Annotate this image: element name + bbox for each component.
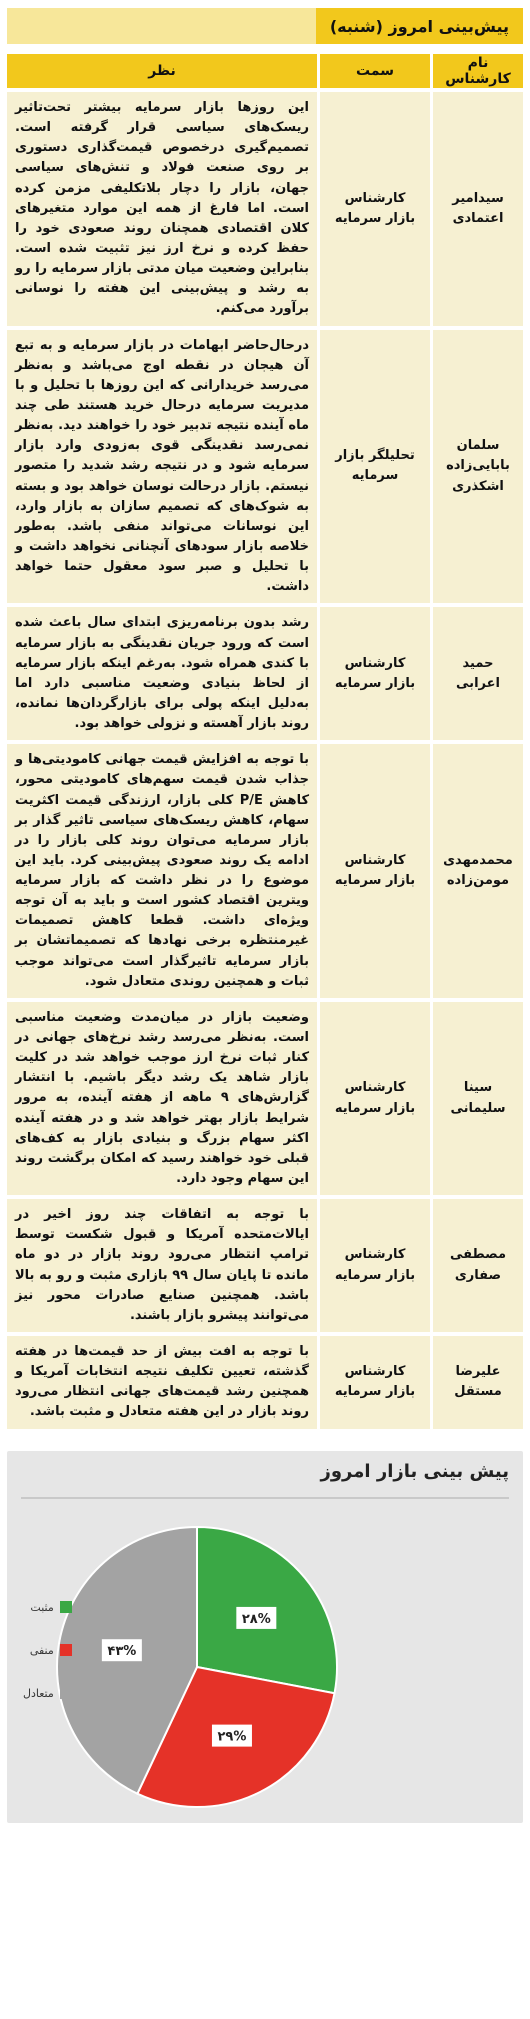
pie-label-neutral (102, 1639, 142, 1661)
expert-opinion: درحال‌حاضر ابهامات در بازار سرمایه و به تبع آن هیجان در نقطه اوج می‌باشد و به‌نظر می‌رسد خریدارانی که این روزها با تحلیل و با مدیریت سرمایه درحال خرید هستند طی چند ماه آینده نتیجه تدبیر خود را خواهند دید. به‌نظر نمی‌رسد نقدینگی قوی به‌زودی وارد بازار سرمایه شود و در نتیجه رشد شدید را متصور نیستم. بازار درحالت نوسان خواهد بود و بسته به شوک‌های که تصمیم سازان به بازار وارد، این نوسانات می‌تواند منفی باشد. به‌طور خلاصه بازار سودهای آنچنانی نخواهد داشت و با تحلیل و صبر سود معقول حتما خواهد داشت. (7, 330, 317, 604)
expert-role: کارشناس بازار سرمایه (317, 744, 430, 998)
table-row (7, 330, 523, 604)
chart-divider (21, 1497, 509, 1499)
legend-label-negative: منفی (29, 1643, 54, 1657)
forecast-chart-card (7, 1451, 523, 1823)
legend-label-neutral: متعادل (23, 1686, 54, 1700)
page-title: پیش‌بینی امروز (شنبه) (316, 8, 523, 44)
forecast-table (7, 50, 523, 1433)
legend-swatch-positive (60, 1601, 72, 1613)
table-row (7, 1336, 523, 1429)
header-opinion: نظر (7, 54, 317, 88)
pie-label-positive (236, 1606, 276, 1628)
page (7, 0, 523, 1823)
title-bar-fill (7, 8, 316, 44)
expert-opinion: با توجه به اتفاقات چند روز اخیر در ایالات‌متحده آمریکا و قبول شکست توسط ترامپ انتظار می‌رود روند بازار در دو ماه مانده تا پایان سال ۹۹ بازاری مثبت و رو به بالا باشد. همچنین صنایع صادرات محور نیز می‌توانند پیشرو بازار باشند. (7, 1199, 317, 1332)
expert-name: علیرضا مستقل (430, 1336, 523, 1429)
legend-swatch-neutral (60, 1687, 72, 1699)
pie-value-label: ۲۸% (241, 1611, 271, 1627)
chart-legend (23, 1601, 72, 1730)
pie-value-label: ۴۳% (107, 1643, 137, 1659)
legend-item-neutral (23, 1687, 72, 1700)
expert-opinion: این روزها بازار سرمایه بیشتر تحت‌تاثیر ریسک‌های سیاسی قرار گرفته است. تصمیم‌گیری درخصوص قیمت‌گذاری دستوری بر روی صنعت فولاد و تنش‌های سیاسی جهان، بازار را دچار بلاتکلیفی مزمن کرده است. اما فارغ از همه این موارد متغیرهای کلان اقتصادی همچنان روند صعودی خود را حفظ کرده و نرخ ارز نیز تثبیت شده است. بنابراین وضعیت میان مدتی بازار سرمایه را رو به رشد و پیش‌بینی این هفته را نوسانی برآورد می‌کنم. (7, 92, 317, 326)
expert-name: سلمان بابایی‌زاده اشکذری (430, 330, 523, 604)
pie-label-negative (212, 1724, 252, 1746)
table-row (7, 1199, 523, 1332)
expert-opinion: وضعیت بازار در میان‌مدت وضعیت مناسبی است. به‌نظر می‌رسد رشد نرخ‌های جهانی در کنار ثبات نرخ ارز موجب خواهد شد در کلیت بازار شاهد یک رشد دیگر باشیم. با انتشار گزارش‌های ۹ ماهه از هفته آینده، به مرور شرایط بازار بهتر خواهد شد و در هفته آینده اکثر سهام بزرگ و بنیادی بازار به کف‌های قبلی خود خواهند رسید که امکان برگشت روند این سهام وجود دارد. (7, 1002, 317, 1195)
expert-name: مصطفی صفاری (430, 1199, 523, 1332)
legend-label-positive: مثبت (30, 1600, 54, 1614)
expert-name: سیدامیر اعتمادی (430, 92, 523, 326)
table-row (7, 92, 523, 326)
expert-name: سینا سلیمانی (430, 1002, 523, 1195)
chart-title: پیش بینی بازار امروز (320, 1460, 509, 1482)
table-row (7, 1002, 523, 1195)
expert-role: کارشناس بازار سرمایه (317, 1002, 430, 1195)
header-name: نام کارشناس (430, 54, 523, 88)
expert-opinion: با توجه به افزایش قیمت جهانی کامودیتی‌ها و جذاب شدن قیمت سهم‌های کامودیتی محور، کاهش P/E کلی بازار، ارزندگی قیمت اکثریت سهام، کاهش ریسک‌های سیاسی تاثیر گذار بر بازار سرمایه می‌توان روند کلی بازار را در ادامه یک روند صعودی پیش‌بینی کرد. باید این موضوع را در نظر داشت که بازار سرمایه ویترین اقتصاد کشور است و باید به آن توجه ویژه‌ای داشت. قطعا کاهش تصمیمات غیرمنتظره برخی نهادها که تصمیماتشان بر بازار سرمایه تاثیرگذار است می‌تواند موجب ثبات و همچنین روندی متعادل شود. (7, 744, 317, 998)
expert-role: تحلیلگر بازار سرمایه (317, 330, 430, 604)
expert-name: حمید اعرابی (430, 607, 523, 740)
expert-role: کارشناس بازار سرمایه (317, 607, 430, 740)
expert-role: کارشناس بازار سرمایه (317, 92, 430, 326)
table-header-row (7, 54, 523, 88)
pie-value-label: ۲۹% (217, 1729, 247, 1745)
expert-opinion: با توجه به افت بیش از حد قیمت‌ها در هفته گذشته، تعیین تکلیف نتیجه انتخابات آمریکا و همچنین رشد قیمت‌های جهانی انتظار می‌رود روند بازار در این هفته متعادل و مثبت باشد. (7, 1336, 317, 1429)
expert-name: محمدمهدی مومن‌زاده (430, 744, 523, 998)
header-role: سمت (317, 54, 430, 88)
legend-swatch-negative (60, 1644, 72, 1656)
title-bar (7, 8, 523, 44)
pie-chart (47, 1517, 347, 1817)
expert-role: کارشناس بازار سرمایه (317, 1199, 430, 1332)
table-row (7, 607, 523, 740)
expert-opinion: رشد بدون برنامه‌ریزی ابتدای سال باعث شده است که ورود جریان نقدینگی به بازار سرمایه با کندی همراه شود. به‌رغم اینکه بازار سرمایه از لحاظ بنیادی وضعیت مناسبی دارد اما به‌دلیل اینکه پولی برای بازارگردان‌ها نمانده، روند بازار آهسته و نزولی خواهد بود. (7, 607, 317, 740)
expert-role: کارشناس بازار سرمایه (317, 1336, 430, 1429)
legend-item-positive (23, 1601, 72, 1614)
legend-item-negative (23, 1644, 72, 1657)
table-row (7, 744, 523, 998)
